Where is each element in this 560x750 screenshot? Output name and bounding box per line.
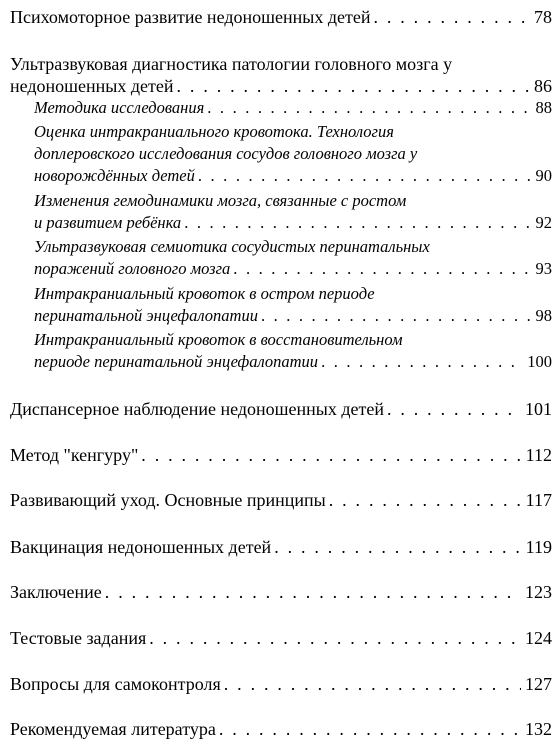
toc-entry-psychomotor[interactable] xyxy=(10,6,552,28)
dot-leader xyxy=(387,398,521,420)
toc-page-number: 132 xyxy=(525,719,552,739)
dot-leader xyxy=(184,212,531,234)
toc-entry-developmental-care[interactable] xyxy=(10,489,552,511)
dot-leader xyxy=(177,75,530,97)
toc-entry-title: Вакцинация недоношенных детей xyxy=(10,537,272,557)
toc-page-number: 100 xyxy=(527,352,552,371)
toc-page-number: 78 xyxy=(534,7,552,27)
dot-leader xyxy=(207,97,531,119)
toc-entry-title-line1: Ультразвуковая диагностика патологии головного мозга у xyxy=(10,54,453,74)
toc-entry-ultrasound[interactable] xyxy=(10,53,552,97)
dot-leader xyxy=(233,258,531,280)
toc-entry-title: Заключение xyxy=(10,582,102,602)
toc-page-number: 124 xyxy=(525,628,552,648)
dot-leader xyxy=(141,444,521,466)
dot-leader xyxy=(321,351,523,373)
toc-entry-literature[interactable] xyxy=(10,718,552,740)
dot-leader xyxy=(105,581,521,603)
dot-leader xyxy=(149,627,521,649)
toc-page-number: 112 xyxy=(525,445,552,465)
toc-entry-title: Развивающий уход. Основные принципы xyxy=(10,490,326,510)
toc-entry-dispensary[interactable] xyxy=(10,398,552,420)
toc-entry-title: Психомоторное развитие недоношенных детей xyxy=(10,7,371,27)
toc-page-number: 93 xyxy=(535,259,552,278)
toc-entry-title: Диспансерное наблюдение недоношенных детей xyxy=(10,399,384,419)
toc-subentry-title-line3: новорождённых детей xyxy=(34,166,195,185)
toc-page-number: 90 xyxy=(535,166,552,185)
toc-subentry-title-line1: Интракраниальный кровоток в остром периоде xyxy=(34,284,375,303)
dot-leader xyxy=(198,165,532,187)
toc-entry-title-line2: недоношенных детей xyxy=(10,76,174,96)
dot-leader xyxy=(274,536,521,558)
toc-page-number: 117 xyxy=(525,490,552,510)
toc-subentry-title-line2: поражений головного мозга xyxy=(34,259,231,278)
toc-subentry-acute[interactable] xyxy=(34,283,552,327)
toc-page-number: 101 xyxy=(525,399,552,419)
toc-entry-vaccination[interactable] xyxy=(10,536,552,558)
toc-entry-test-tasks[interactable] xyxy=(10,627,552,649)
toc-subentry-title-line1: Интракраниальный кровоток в восстановительном xyxy=(34,330,403,349)
toc-entry-title: Вопросы для самоконтроля xyxy=(10,674,221,694)
dot-leader xyxy=(261,305,532,327)
toc-page-number: 88 xyxy=(535,98,552,117)
toc-subentry-recovery[interactable] xyxy=(34,329,552,373)
toc-subentry-hemodynamics[interactable] xyxy=(34,190,552,234)
toc-entry-kangaroo[interactable] xyxy=(10,444,552,466)
toc-subentry-title-line2: доплеровского исследования сосудов головного мозга у xyxy=(34,144,418,163)
toc-page-number: 92 xyxy=(535,213,552,232)
toc-subentry-title: Методика исследования xyxy=(34,98,205,117)
toc-page-number: 98 xyxy=(535,306,552,325)
dot-leader xyxy=(219,718,521,740)
dot-leader xyxy=(373,6,530,28)
toc-subentry-title-line2: и развитием ребёнка xyxy=(34,213,182,232)
toc-entry-conclusion[interactable] xyxy=(10,581,552,603)
toc-entry-title: Тестовые задания xyxy=(10,628,147,648)
toc-page-number: 86 xyxy=(534,76,552,96)
toc-entry-title: Рекомендуемая литература xyxy=(10,719,216,739)
toc-subentry-semiotics[interactable] xyxy=(34,236,552,280)
toc-page-number: 119 xyxy=(525,537,552,557)
toc-subentry-blood-flow[interactable] xyxy=(34,121,552,187)
toc-entry-title: Метод "кенгуру" xyxy=(10,445,139,465)
toc-subentry-title-line2: перинатальной энцефалопатии xyxy=(34,306,258,325)
toc-subentry-title-line1: Изменения гемодинамики мозга, связанные с ростом xyxy=(34,191,407,210)
toc-subentry-title-line1: Ультразвуковая семиотика сосудистых перинатальных xyxy=(34,237,430,256)
toc-subentry-title-line2: периоде перинатальной энцефалопатии xyxy=(34,352,319,371)
toc-entry-self-control[interactable] xyxy=(10,673,552,695)
toc-subentry-methodology[interactable] xyxy=(34,97,552,119)
dot-leader xyxy=(224,673,521,695)
toc-page-number: 123 xyxy=(525,582,552,602)
toc-page-number: 127 xyxy=(525,674,552,694)
dot-leader xyxy=(329,489,522,511)
toc-subentry-title-line1: Оценка интракраниального кровотока. Технология xyxy=(34,122,394,141)
